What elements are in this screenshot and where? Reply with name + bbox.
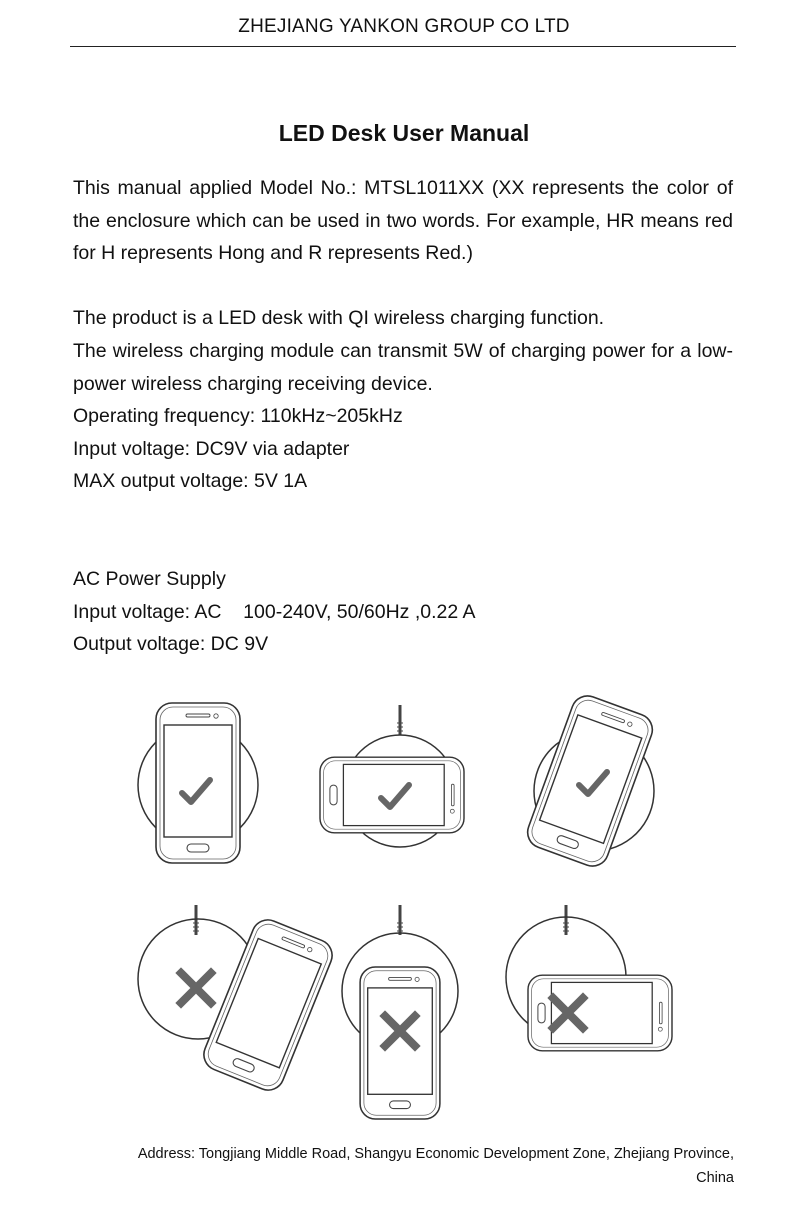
correct-placement-tilted bbox=[523, 695, 657, 871]
header-divider bbox=[70, 46, 736, 47]
page-header: ZHEJIANG YANKON GROUP CO LTD bbox=[238, 16, 570, 37]
model-paragraph: This manual applied Model No.: MTSL1011XX (XX represents the color of the enclosure which can be used in two words. For example, HR means red for H represents Hong and R represents Red.) bbox=[73, 177, 733, 265]
page-title: LED Desk User Manual bbox=[278, 120, 530, 146]
spacer bbox=[73, 498, 733, 563]
max-output-line: MAX output voltage: 5V 1A bbox=[73, 470, 308, 493]
incorrect-placement-offset-tilted bbox=[138, 905, 337, 1095]
ac-supply-heading: AC Power Supply bbox=[73, 567, 226, 590]
frequency-line: Operating frequency: 110kHz~205kHz bbox=[73, 405, 403, 428]
ac-output-line: Output voltage: DC 9V bbox=[73, 633, 269, 656]
incorrect-placement-offset-bottom bbox=[342, 905, 458, 1119]
x-icon bbox=[181, 973, 211, 1003]
correct-placement-landscape bbox=[320, 705, 464, 847]
ac-input-line: Input voltage: AC 100-240V, 50/60Hz ,0.22 A bbox=[73, 600, 476, 623]
charging-placement-illustration bbox=[120, 695, 680, 1135]
product-paragraph: The product is a LED desk with QI wireless charging function. bbox=[73, 307, 605, 330]
correct-placement-portrait bbox=[138, 703, 258, 863]
incorrect-placement-offset-right bbox=[506, 905, 672, 1051]
address-line-2: China bbox=[696, 1170, 734, 1186]
manual-body bbox=[73, 172, 733, 661]
address-line-1: Address: Tongjiang Middle Road, Shangyu Economic Development Zone, Zhejiang Province, bbox=[137, 1146, 734, 1162]
input-voltage-line: Input voltage: DC9V via adapter bbox=[73, 437, 350, 460]
spacer bbox=[73, 270, 733, 303]
module-paragraph: The wireless charging module can transmit 5W of charging power for a low-power wireless charging receiving device. bbox=[73, 339, 733, 395]
address-footer bbox=[74, 1142, 734, 1190]
